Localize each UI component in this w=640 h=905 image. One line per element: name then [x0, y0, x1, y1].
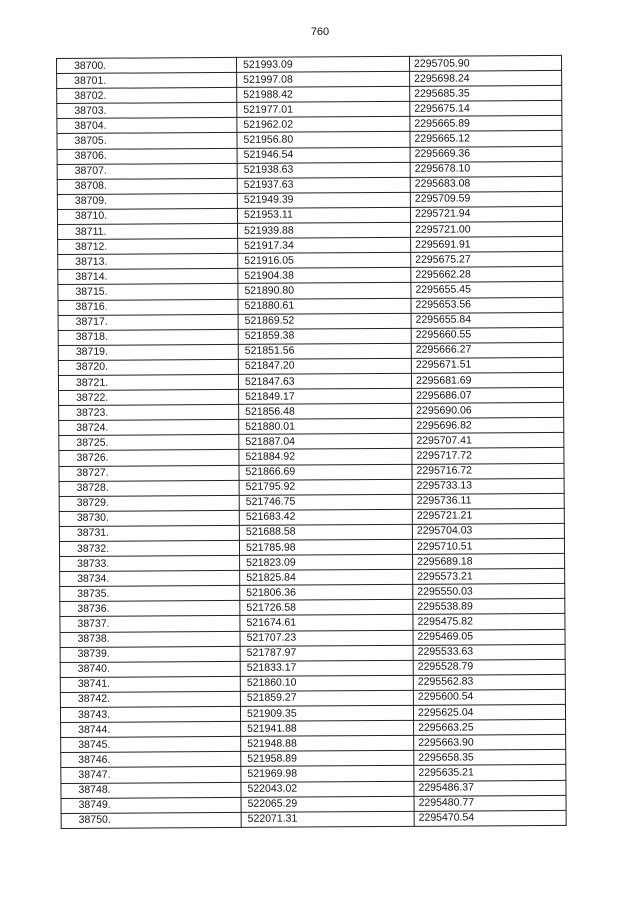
- y-coordinate-cell: 2295675.27: [411, 252, 563, 268]
- point-id-cell: 38724.: [59, 420, 239, 436]
- x-coordinate-cell: 521866.69: [239, 464, 412, 480]
- point-id-cell: 38727.: [59, 465, 239, 481]
- x-coordinate-cell: 521948.88: [241, 736, 414, 752]
- point-id-cell: 38709.: [57, 193, 237, 209]
- point-id-cell: 38748.: [61, 782, 241, 798]
- x-coordinate-cell: 522043.02: [241, 781, 414, 797]
- point-id-cell: 38710.: [57, 208, 237, 224]
- point-id-cell: 38701.: [57, 72, 237, 88]
- point-id-cell: 38722.: [59, 389, 239, 405]
- point-id-cell: 38742.: [60, 691, 240, 707]
- x-coordinate-cell: 521860.10: [240, 675, 413, 691]
- x-coordinate-cell: 521904.38: [238, 268, 411, 284]
- y-coordinate-cell: 2295669.36: [410, 146, 562, 162]
- point-id-cell: 38747.: [61, 767, 241, 783]
- x-coordinate-cell: 521851.56: [238, 343, 411, 359]
- point-id-cell: 38745.: [61, 737, 241, 753]
- x-coordinate-cell: 521949.39: [237, 192, 410, 208]
- point-id-cell: 38707.: [57, 163, 237, 179]
- y-coordinate-cell: 2295470.54: [414, 810, 566, 826]
- x-coordinate-cell: 521847.63: [238, 373, 411, 389]
- y-coordinate-cell: 2295550.03: [413, 584, 565, 600]
- point-id-cell: 38734.: [60, 571, 240, 587]
- x-coordinate-cell: 521962.02: [237, 117, 410, 133]
- point-id-cell: 38717.: [58, 314, 238, 330]
- x-coordinate-cell: 521988.42: [237, 87, 410, 103]
- y-coordinate-cell: 2295691.91: [411, 237, 563, 253]
- y-coordinate-cell: 2295733.13: [412, 478, 564, 494]
- y-coordinate-cell: 2295690.06: [412, 403, 564, 419]
- point-id-cell: 38708.: [57, 178, 237, 194]
- x-coordinate-cell: 521977.01: [237, 102, 410, 118]
- point-id-cell: 38716.: [58, 299, 238, 315]
- y-coordinate-cell: 2295528.79: [413, 659, 565, 675]
- x-coordinate-cell: 521859.27: [240, 690, 413, 706]
- x-coordinate-cell: 521823.09: [240, 554, 413, 570]
- point-id-cell: 38705.: [57, 133, 237, 149]
- x-coordinate-cell: 521674.61: [240, 615, 413, 631]
- x-coordinate-cell: 521880.01: [239, 419, 412, 435]
- y-coordinate-cell: 2295678.10: [410, 161, 562, 177]
- x-coordinate-cell: 521956.80: [237, 132, 410, 148]
- y-coordinate-cell: 2295710.51: [412, 538, 564, 554]
- point-id-cell: 38711.: [58, 223, 238, 239]
- y-coordinate-cell: 2295655.45: [411, 282, 563, 298]
- y-coordinate-cell: 2295538.89: [413, 599, 565, 615]
- y-coordinate-cell: 2295721.21: [412, 508, 564, 524]
- x-coordinate-cell: 522071.31: [241, 811, 414, 827]
- x-coordinate-cell: 522065.29: [241, 796, 414, 812]
- x-coordinate-cell: 521746.75: [239, 494, 412, 510]
- point-id-cell: 38737.: [60, 616, 240, 632]
- y-coordinate-cell: 2295704.03: [412, 523, 564, 539]
- point-id-cell: 38749.: [61, 797, 241, 813]
- y-coordinate-cell: 2295705.90: [409, 55, 561, 71]
- y-coordinate-cell: 2295709.59: [410, 191, 562, 207]
- y-coordinate-cell: 2295686.07: [412, 387, 564, 403]
- y-coordinate-cell: 2295665.12: [410, 131, 562, 147]
- point-id-cell: 38712.: [58, 239, 238, 255]
- point-id-cell: 38721.: [58, 374, 238, 390]
- point-id-cell: 38733.: [60, 555, 240, 571]
- point-id-cell: 38718.: [58, 329, 238, 345]
- point-id-cell: 38738.: [60, 631, 240, 647]
- y-coordinate-cell: 2295736.11: [412, 493, 564, 509]
- y-coordinate-cell: 2295625.04: [413, 704, 565, 720]
- point-id-cell: 38732.: [59, 540, 239, 556]
- x-coordinate-cell: 521880.61: [238, 298, 411, 314]
- point-id-cell: 38741.: [60, 676, 240, 692]
- point-id-cell: 38744.: [61, 722, 241, 738]
- point-id-cell: 38704.: [57, 118, 237, 134]
- y-coordinate-cell: 2295698.24: [410, 71, 562, 87]
- y-coordinate-cell: 2295662.28: [411, 267, 563, 283]
- point-id-cell: 38719.: [58, 344, 238, 360]
- point-id-cell: 38746.: [61, 752, 241, 768]
- point-id-cell: 38713.: [58, 254, 238, 270]
- x-coordinate-cell: 521958.89: [241, 751, 414, 767]
- x-coordinate-cell: 521909.35: [240, 705, 413, 721]
- point-id-cell: 38735.: [60, 586, 240, 602]
- coordinates-table: [56, 55, 567, 829]
- y-coordinate-cell: 2295681.69: [411, 372, 563, 388]
- x-coordinate-cell: 521937.63: [237, 177, 410, 193]
- y-coordinate-cell: 2295666.27: [411, 342, 563, 358]
- x-coordinate-cell: 521825.84: [240, 570, 413, 586]
- x-coordinate-cell: 521969.98: [241, 766, 414, 782]
- point-id-cell: 38743.: [60, 706, 240, 722]
- x-coordinate-cell: 521884.92: [239, 449, 412, 465]
- y-coordinate-cell: 2295716.72: [412, 463, 564, 479]
- x-coordinate-cell: 521856.48: [239, 403, 412, 419]
- x-coordinate-cell: 521707.23: [240, 630, 413, 646]
- x-coordinate-cell: 521683.42: [239, 509, 412, 525]
- point-id-cell: 38750.: [61, 812, 241, 828]
- y-coordinate-cell: 2295486.37: [414, 780, 566, 796]
- x-coordinate-cell: 521787.97: [240, 645, 413, 661]
- y-coordinate-cell: 2295721.00: [411, 221, 563, 237]
- point-id-cell: 38703.: [57, 103, 237, 119]
- point-id-cell: 38740.: [60, 661, 240, 677]
- y-coordinate-cell: 2295665.89: [410, 116, 562, 132]
- y-coordinate-cell: 2295562.83: [413, 674, 565, 690]
- x-coordinate-cell: 521938.63: [237, 162, 410, 178]
- y-coordinate-cell: 2295717.72: [412, 448, 564, 464]
- y-coordinate-cell: 2295689.18: [413, 553, 565, 569]
- y-coordinate-cell: 2295685.35: [410, 86, 562, 102]
- point-id-cell: 38700.: [57, 57, 237, 73]
- x-coordinate-cell: 521849.17: [239, 388, 412, 404]
- point-id-cell: 38723.: [59, 405, 239, 421]
- x-coordinate-cell: 521887.04: [239, 434, 412, 450]
- y-coordinate-cell: 2295655.84: [411, 312, 563, 328]
- y-coordinate-cell: 2295658.35: [414, 750, 566, 766]
- y-coordinate-cell: 2295675.14: [410, 101, 562, 117]
- y-coordinate-cell: 2295721.94: [410, 206, 562, 222]
- x-coordinate-cell: 521688.58: [239, 524, 412, 540]
- x-coordinate-cell: 521869.52: [238, 313, 411, 329]
- point-id-cell: 38726.: [59, 450, 239, 466]
- x-coordinate-cell: 521993.09: [236, 56, 409, 72]
- x-coordinate-cell: 521941.88: [241, 720, 414, 736]
- x-coordinate-cell: 521917.34: [238, 237, 411, 253]
- point-id-cell: 38720.: [58, 359, 238, 375]
- y-coordinate-cell: 2295469.05: [413, 629, 565, 645]
- x-coordinate-cell: 521833.17: [240, 660, 413, 676]
- y-coordinate-cell: 2295600.54: [413, 689, 565, 705]
- point-id-cell: 38730.: [59, 510, 239, 526]
- point-id-cell: 38702.: [57, 88, 237, 104]
- y-coordinate-cell: 2295683.08: [410, 176, 562, 192]
- x-coordinate-cell: 521859.38: [238, 328, 411, 344]
- point-id-cell: 38706.: [57, 148, 237, 164]
- x-coordinate-cell: 521795.92: [239, 479, 412, 495]
- y-coordinate-cell: 2295663.25: [414, 720, 566, 736]
- point-id-cell: 38739.: [60, 646, 240, 662]
- point-id-cell: 38729.: [59, 495, 239, 511]
- y-coordinate-cell: 2295480.77: [414, 795, 566, 811]
- point-id-cell: 38714.: [58, 269, 238, 285]
- page-number: 760: [310, 26, 330, 38]
- point-id-cell: 38715.: [58, 284, 238, 300]
- y-coordinate-cell: 2295707.41: [412, 433, 564, 449]
- coordinates-table-body: [57, 55, 567, 828]
- y-coordinate-cell: 2295635.21: [414, 765, 566, 781]
- x-coordinate-cell: 521890.80: [238, 283, 411, 299]
- point-id-cell: 38725.: [59, 435, 239, 451]
- point-id-cell: 38736.: [60, 601, 240, 617]
- x-coordinate-cell: 521785.98: [239, 539, 412, 555]
- x-coordinate-cell: 521726.58: [240, 600, 413, 616]
- y-coordinate-cell: 2295533.63: [413, 644, 565, 660]
- y-coordinate-cell: 2295573.21: [413, 569, 565, 585]
- y-coordinate-cell: 2295475.82: [413, 614, 565, 630]
- x-coordinate-cell: 521916.05: [238, 253, 411, 269]
- table-row: [61, 810, 566, 828]
- point-id-cell: 38731.: [59, 525, 239, 541]
- x-coordinate-cell: 521939.88: [238, 222, 411, 238]
- x-coordinate-cell: 521806.36: [240, 585, 413, 601]
- x-coordinate-cell: 521997.08: [237, 71, 410, 87]
- y-coordinate-cell: 2295696.82: [412, 418, 564, 434]
- x-coordinate-cell: 521946.54: [237, 147, 410, 163]
- y-coordinate-cell: 2295671.51: [411, 357, 563, 373]
- y-coordinate-cell: 2295660.55: [411, 327, 563, 343]
- y-coordinate-cell: 2295663.90: [414, 735, 566, 751]
- y-coordinate-cell: 2295653.56: [411, 297, 563, 313]
- x-coordinate-cell: 521847.20: [238, 358, 411, 374]
- x-coordinate-cell: 521953.11: [237, 207, 410, 223]
- point-id-cell: 38728.: [59, 480, 239, 496]
